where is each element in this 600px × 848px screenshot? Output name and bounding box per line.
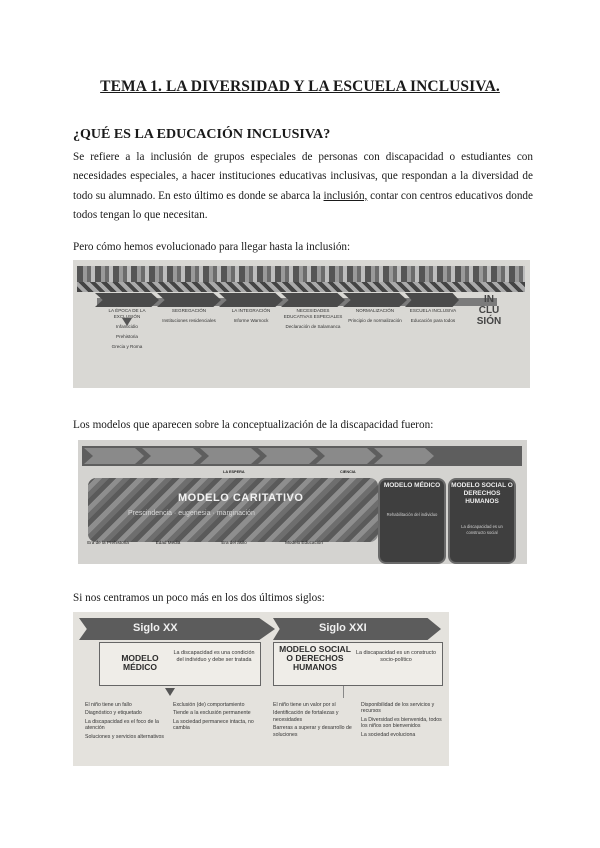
models-arrow [374, 448, 434, 464]
document-title: TEMA 1. LA DIVERSIDAD Y LA ESCUELA INCLUSIVA. [100, 78, 500, 95]
models-arrow [316, 448, 376, 464]
era-label: Era del asilo [221, 540, 247, 545]
timeline-texture [77, 282, 525, 292]
section-heading: ¿QUÉ ES LA EDUCACIÓN INCLUSIVA? [73, 127, 331, 142]
timeline-arrow [281, 293, 345, 307]
down-triangle-icon [122, 318, 132, 326]
social-title: MODELO SOCIAL O DERECHOS HUMANOS [451, 482, 513, 505]
siglo-xx-label: Siglo XX [133, 622, 178, 634]
medico-bullets-right: Exclusión (de) comportamiento Tiende a la exclusión permanente La sociedad permanece intacta, no cambia [173, 702, 254, 732]
caption-models: Los modelos que aparecen sobre la conceptualización de la discapacidad fueron: [73, 419, 434, 431]
social-bullets-left: El niño tiene un valor por sí Identificación de fortalezas y necesidades Barreras a superar y desarrollo de soluciones [273, 702, 352, 738]
models-arrow [258, 448, 318, 464]
medico-desc: Rehabilitación del individuo [386, 512, 438, 517]
social-bullets-right: Disponibilidad de los servicios y recursos La Diversidad es bienvenida, todos los niños son bienvenidos La sociedad evoluciona [361, 702, 442, 738]
caption-evolution: Pero cómo hemos evolucionado para llegar hasta la inclusión: [73, 241, 351, 253]
paragraph-text-start: Se refiere a la inclusión de grupos especiales de personas con discapacidad o estudiantes con necesidades especiales, a hacer instituciones educativas inclusivas, que respondan a la diversidad de todo su alumnado. En esto último es donde se abarca la [73, 151, 533, 202]
era-mini-label: CIENCIA [340, 470, 356, 474]
down-triangle-icon [165, 688, 175, 696]
caritativo-subtitle: Prescindencia · eugenesia · marginación [128, 510, 255, 517]
evolution-timeline-figure [73, 260, 530, 388]
caritativo-title: MODELO CARITATIVO [178, 492, 304, 504]
era-label: Modelo Educación [285, 540, 323, 545]
era-label: Edad Media [155, 540, 181, 545]
timeline-arrow [219, 293, 283, 307]
models-arrow [142, 448, 202, 464]
social-model-title: MODELO SOCIAL O DERECHOS HUMANOS [279, 644, 351, 672]
medico-box [378, 478, 446, 564]
connector-line [343, 686, 344, 698]
timeline-arrow [343, 293, 407, 307]
medico-bullets-left: El niño tiene un fallo Diagnóstico y etiquetado La discapacidad es el foco de la atención Soluciones y servicios alternativos [85, 702, 165, 740]
timeline-column: NORMALIZACIÓN Principio de normalización [348, 308, 402, 323]
paragraph-text-end: contar con centros educativos donde todos tengan lo que necesitan. [73, 189, 533, 221]
era-label: Era de la Prehistoria [87, 540, 129, 545]
timeline-column: LA INTEGRACIÓN Informe Warnock [231, 308, 271, 323]
social-model-desc: La discapacidad es un constructo socio-político [355, 650, 436, 663]
medico-model-title: MODELO MÉDICO [121, 653, 159, 672]
models-figure [78, 440, 527, 564]
era-mini-label: LA ESPERA [223, 470, 245, 474]
timeline-column: NECESIDADES EDUCATIVAS ESPECIALES Declaración de Salamanca [283, 308, 343, 329]
medico-model-desc: La discapacidad es una condición del individuo y debe ser tratada [173, 650, 255, 663]
inclusion-label: IN CLU SIÓN [476, 294, 502, 327]
models-arrow [200, 448, 260, 464]
medico-title: MODELO MÉDICO [383, 482, 441, 489]
inclusion-underlined: inclusión, [323, 189, 368, 202]
siglo-xxi-label: Siglo XXI [319, 622, 367, 634]
timeline-column: ESCUELA INCLUSIVA Educación para todos [409, 308, 457, 323]
timeline-arrow [405, 293, 459, 307]
models-arrow [84, 448, 144, 464]
timeline-column: LA ÉPOCA DE LA EXCLUSIÓN Infanticidio Prehistoria Grecia y Roma [108, 308, 146, 349]
centuries-figure [73, 612, 449, 766]
intro-paragraph [73, 148, 533, 225]
timeline-arrow [95, 293, 159, 307]
timeline-column: SEGREGACIÓN Instituciones residenciales [162, 308, 216, 323]
caption-centuries: Si nos centramos un poco más en los dos últimos siglos: [73, 592, 325, 604]
timeline-arrow [157, 293, 221, 307]
social-desc: La discapacidad es un constructo social [461, 524, 503, 535]
